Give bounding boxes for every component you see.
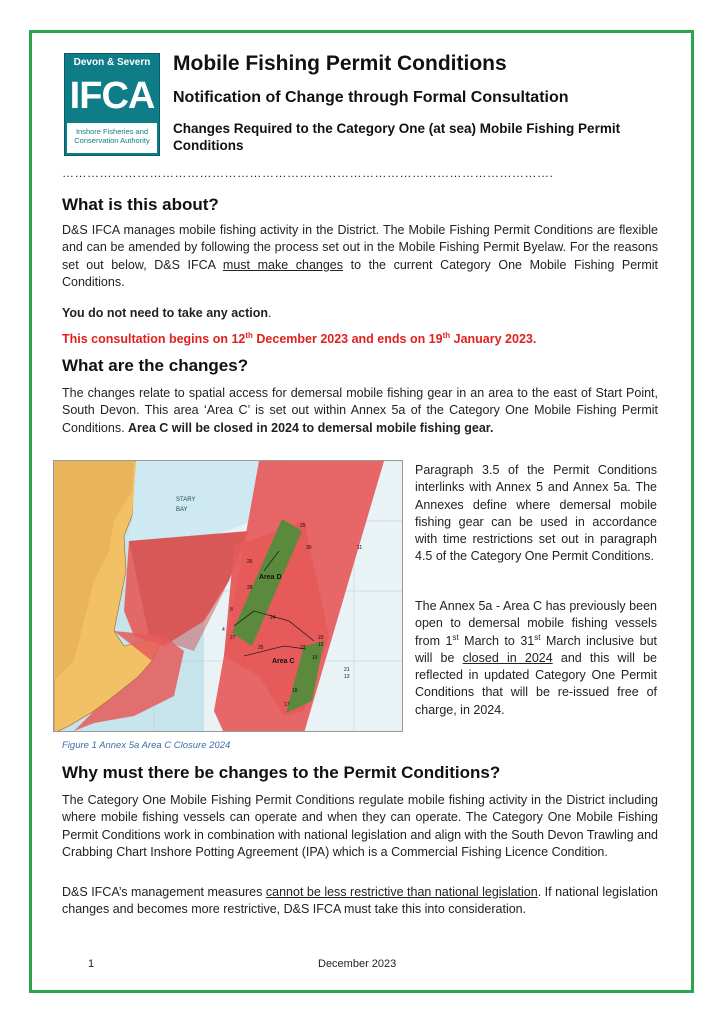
map-point-label: 22 <box>300 645 306 651</box>
page-subtitle: Notification of Change through Formal Consultation <box>173 89 569 106</box>
section-heading-changes: What are the changes? <box>62 356 249 375</box>
map-point-label: 11 <box>357 545 363 551</box>
map-point-label: 28 <box>247 585 253 591</box>
map-point-label: 26 <box>247 559 253 565</box>
section-heading-what-is-this: What is this about? <box>62 195 219 214</box>
area-c-map <box>53 460 403 732</box>
page-number: 1 <box>88 958 95 970</box>
logo-bottom-text: Inshore Fisheries and Conservation Authority <box>67 123 157 153</box>
section-heading-why-changes: Why must there be changes to the Permit Conditions? <box>62 763 501 782</box>
why-paragraph-1: The Category One Mobile Fishing Permit Conditions regulate mobile fishing activity in the District including where mobile fishing vessels can operate and when they can operate. The Category One Mobile Fishing Permit Conditions work in combination with national legislation and align with the South Devon Trawling and Crabbing Chart Inshore Potting Agreement (IPA) which is a Commercial Fishing Licence Condition. <box>62 793 658 859</box>
why-paragraph-2: D&S IFCA’s management measures cannot be less restrictive than national legislation. If national legislation changes and becomes more restrictive, D&S IFCA must take this into consideration. <box>62 885 659 917</box>
page-subheading: Changes Required to the Category One (at sea) Mobile Fishing Permit Conditions <box>173 121 621 153</box>
map-point-label: 27 <box>230 635 236 641</box>
map-point-label: 8 <box>230 607 233 613</box>
map-point-label: 24 <box>270 615 276 621</box>
logo-top-text: Devon & Severn <box>73 57 151 68</box>
map-point-label: 4 <box>222 627 225 633</box>
map-point-label: 17 <box>284 702 290 708</box>
map-point-label: 25 <box>258 645 264 651</box>
dotted-divider: ………………………………………………………………………………………………………. <box>62 166 554 180</box>
map-point-label: 13 <box>344 674 350 680</box>
side-paragraph-area-c: The Annex 5a - Area C has previously been open to demersal mobile fishing vessels from 1st March to 31st March inclusive but will be closed in 2024 and this will be reflected in updated Category One Permit Conditions that will be re-issued free of charge, in 2024. <box>415 599 657 717</box>
no-action-notice: You do not need to take any action. <box>62 306 272 320</box>
figure-caption: Figure 1 Annex 5a Area C Closure 2024 <box>62 740 231 751</box>
intro-paragraph: D&S IFCA manages mobile fishing activity in the District. The Mobile Fishing Permit Conditions are flexible and can be amended by following the process set out in the Mobile Fishing Permit Byelaw. For the reasons set out below, D&S IFCA must make changes to the current Category One Mobile Fishing Permit Conditions. <box>62 223 658 289</box>
map-point-label: 18 <box>292 688 298 694</box>
map-point-label: 19 <box>312 655 318 661</box>
map-area-d-label: Area D <box>259 574 282 581</box>
side-paragraph-annexes: Paragraph 3.5 of the Permit Conditions interlinks with Annex 5 and Annex 5a. The Annexes define where demersal mobile fishing gear can be used in accordance with time restrictions set out in paragraph 4.5 of the Category One Permit Conditions. <box>415 463 657 564</box>
map-bay-label-2: BAY <box>176 507 188 513</box>
page-title: Mobile Fishing Permit Conditions <box>173 52 507 75</box>
logo-main-text: IFCA <box>69 75 155 117</box>
changes-paragraph: The changes relate to spatial access for demersal mobile fishing gear in an area to the east of Start Point, South Devon. This area ‘Area C’ is set out within Annex 5a of the Category One Mobile Fishing Permit Conditions. Area C will be closed in 2024 to demersal mobile fishing gear. <box>62 386 658 435</box>
map-point-label: 21 <box>344 667 350 673</box>
map-point-label: 29 <box>300 523 306 529</box>
map-point-label: 12 <box>318 642 324 648</box>
ifca-logo <box>64 53 160 156</box>
underlined-text: must make changes <box>222 257 344 272</box>
map-area-c-label: Area C <box>272 658 295 665</box>
consultation-dates: This consultation begins on 12th December 2023 and ends on 19th January 2023. <box>62 330 537 346</box>
map-bay-label-1: STARY <box>176 497 196 503</box>
footer-date: December 2023 <box>318 958 397 970</box>
map-point-label: 30 <box>306 545 312 551</box>
map-point-label: 20 <box>318 635 324 641</box>
